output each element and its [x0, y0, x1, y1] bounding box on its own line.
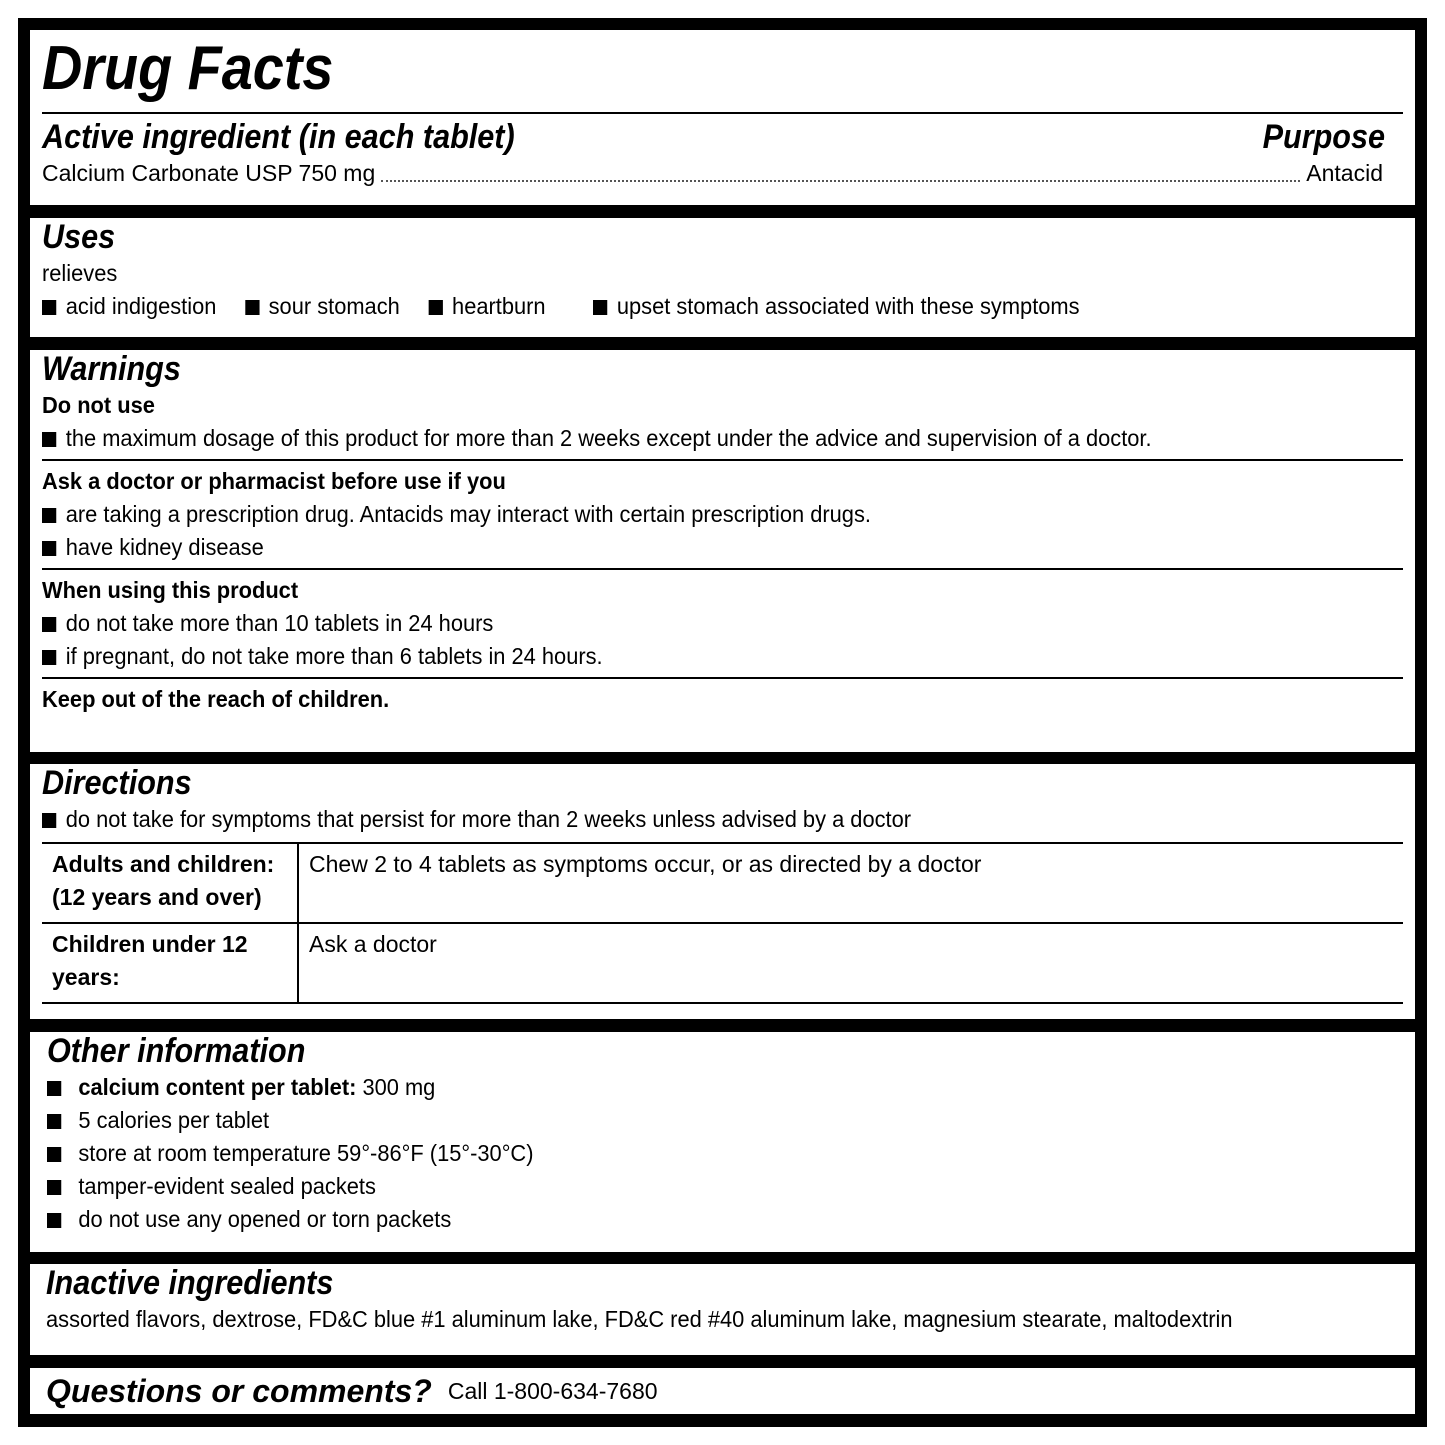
dosage: Ask a doctor: [298, 923, 1403, 1003]
use-item: acid indigestion: [65, 293, 217, 319]
questions-heading: Questions or comments?: [46, 1372, 432, 1409]
inactive-section: [30, 1264, 1415, 1355]
uses-heading: Uses: [42, 218, 116, 256]
dosage: Chew 2 to 4 tablets as symptoms occur, or as directed by a doctor: [298, 843, 1403, 923]
other-info-section: [30, 1032, 1415, 1252]
use-item: heartburn: [452, 293, 546, 319]
table-row: [42, 923, 1403, 1003]
warnings-heading: Warnings: [42, 350, 181, 388]
info-item: store at room temperature 59°-86°F (15°-30°C): [78, 1140, 534, 1166]
do-not-use-title: Do not use: [42, 392, 155, 418]
warning-item: do not take more than 10 tablets in 24 hours: [65, 610, 494, 636]
uses-section: [30, 218, 1415, 337]
keep-out-warning: Keep out of the reach of children.: [42, 686, 390, 712]
calcium-value: 300 mg: [362, 1074, 436, 1100]
use-item: upset stomach associated with these symptoms: [616, 293, 1080, 319]
header-section: [30, 30, 1415, 205]
info-item: tamper-evident sealed packets: [78, 1173, 376, 1199]
phone-number: Call 1-800-634-7680: [447, 1377, 658, 1404]
ingredient: Calcium Carbonate USP 750 mg: [42, 160, 376, 186]
warning-item: are taking a prescription drug. Antacids may interact with certain prescription drugs.: [65, 501, 871, 527]
title: Drug Facts: [42, 34, 334, 103]
uses-intro: relieves: [42, 260, 118, 286]
info-item: 5 calories per tablet: [78, 1107, 270, 1133]
inactive-heading: Inactive ingredients: [46, 1264, 334, 1302]
active-heading: Active ingredient (in each tablet): [42, 118, 515, 156]
ask-doctor-title: Ask a doctor or pharmacist before use if you: [42, 468, 506, 494]
purpose: Antacid: [1306, 160, 1383, 186]
when-using-title: When using this product: [42, 577, 299, 603]
age-group: Children under 12 years:: [42, 923, 298, 1003]
inactive-text: assorted flavors, dextrose, FD&C blue #1 aluminum lake, FD&C red #40 aluminum lake, magnesium stearate, maltodextrin: [46, 1306, 1233, 1332]
purpose-heading: Purpose: [1262, 118, 1385, 156]
directions-heading: Directions: [42, 764, 192, 802]
calcium-label: calcium content per tablet:: [78, 1074, 357, 1100]
directions-note: do not take for symptoms that persist for more than 2 weeks unless advised by a doctor: [65, 806, 912, 832]
use-item: sour stomach: [268, 293, 400, 319]
directions-section: [30, 764, 1415, 1019]
drug-facts-panel: [18, 18, 1427, 1427]
warnings-section: [30, 350, 1415, 752]
info-item: do not use any opened or torn packets: [78, 1206, 452, 1232]
warning-item: have kidney disease: [65, 534, 264, 560]
warning-item: if pregnant, do not take more than 6 tablets in 24 hours.: [65, 643, 603, 669]
other-heading: Other information: [47, 1032, 306, 1070]
warning-item: the maximum dosage of this product for more than 2 weeks except under the advice and supervision of a doctor.: [65, 425, 1152, 451]
questions-section: [30, 1368, 1415, 1414]
table-row: [42, 843, 1403, 923]
age-group: Adults and children: (12 years and over): [42, 843, 298, 923]
directions-table: [42, 842, 1403, 1004]
